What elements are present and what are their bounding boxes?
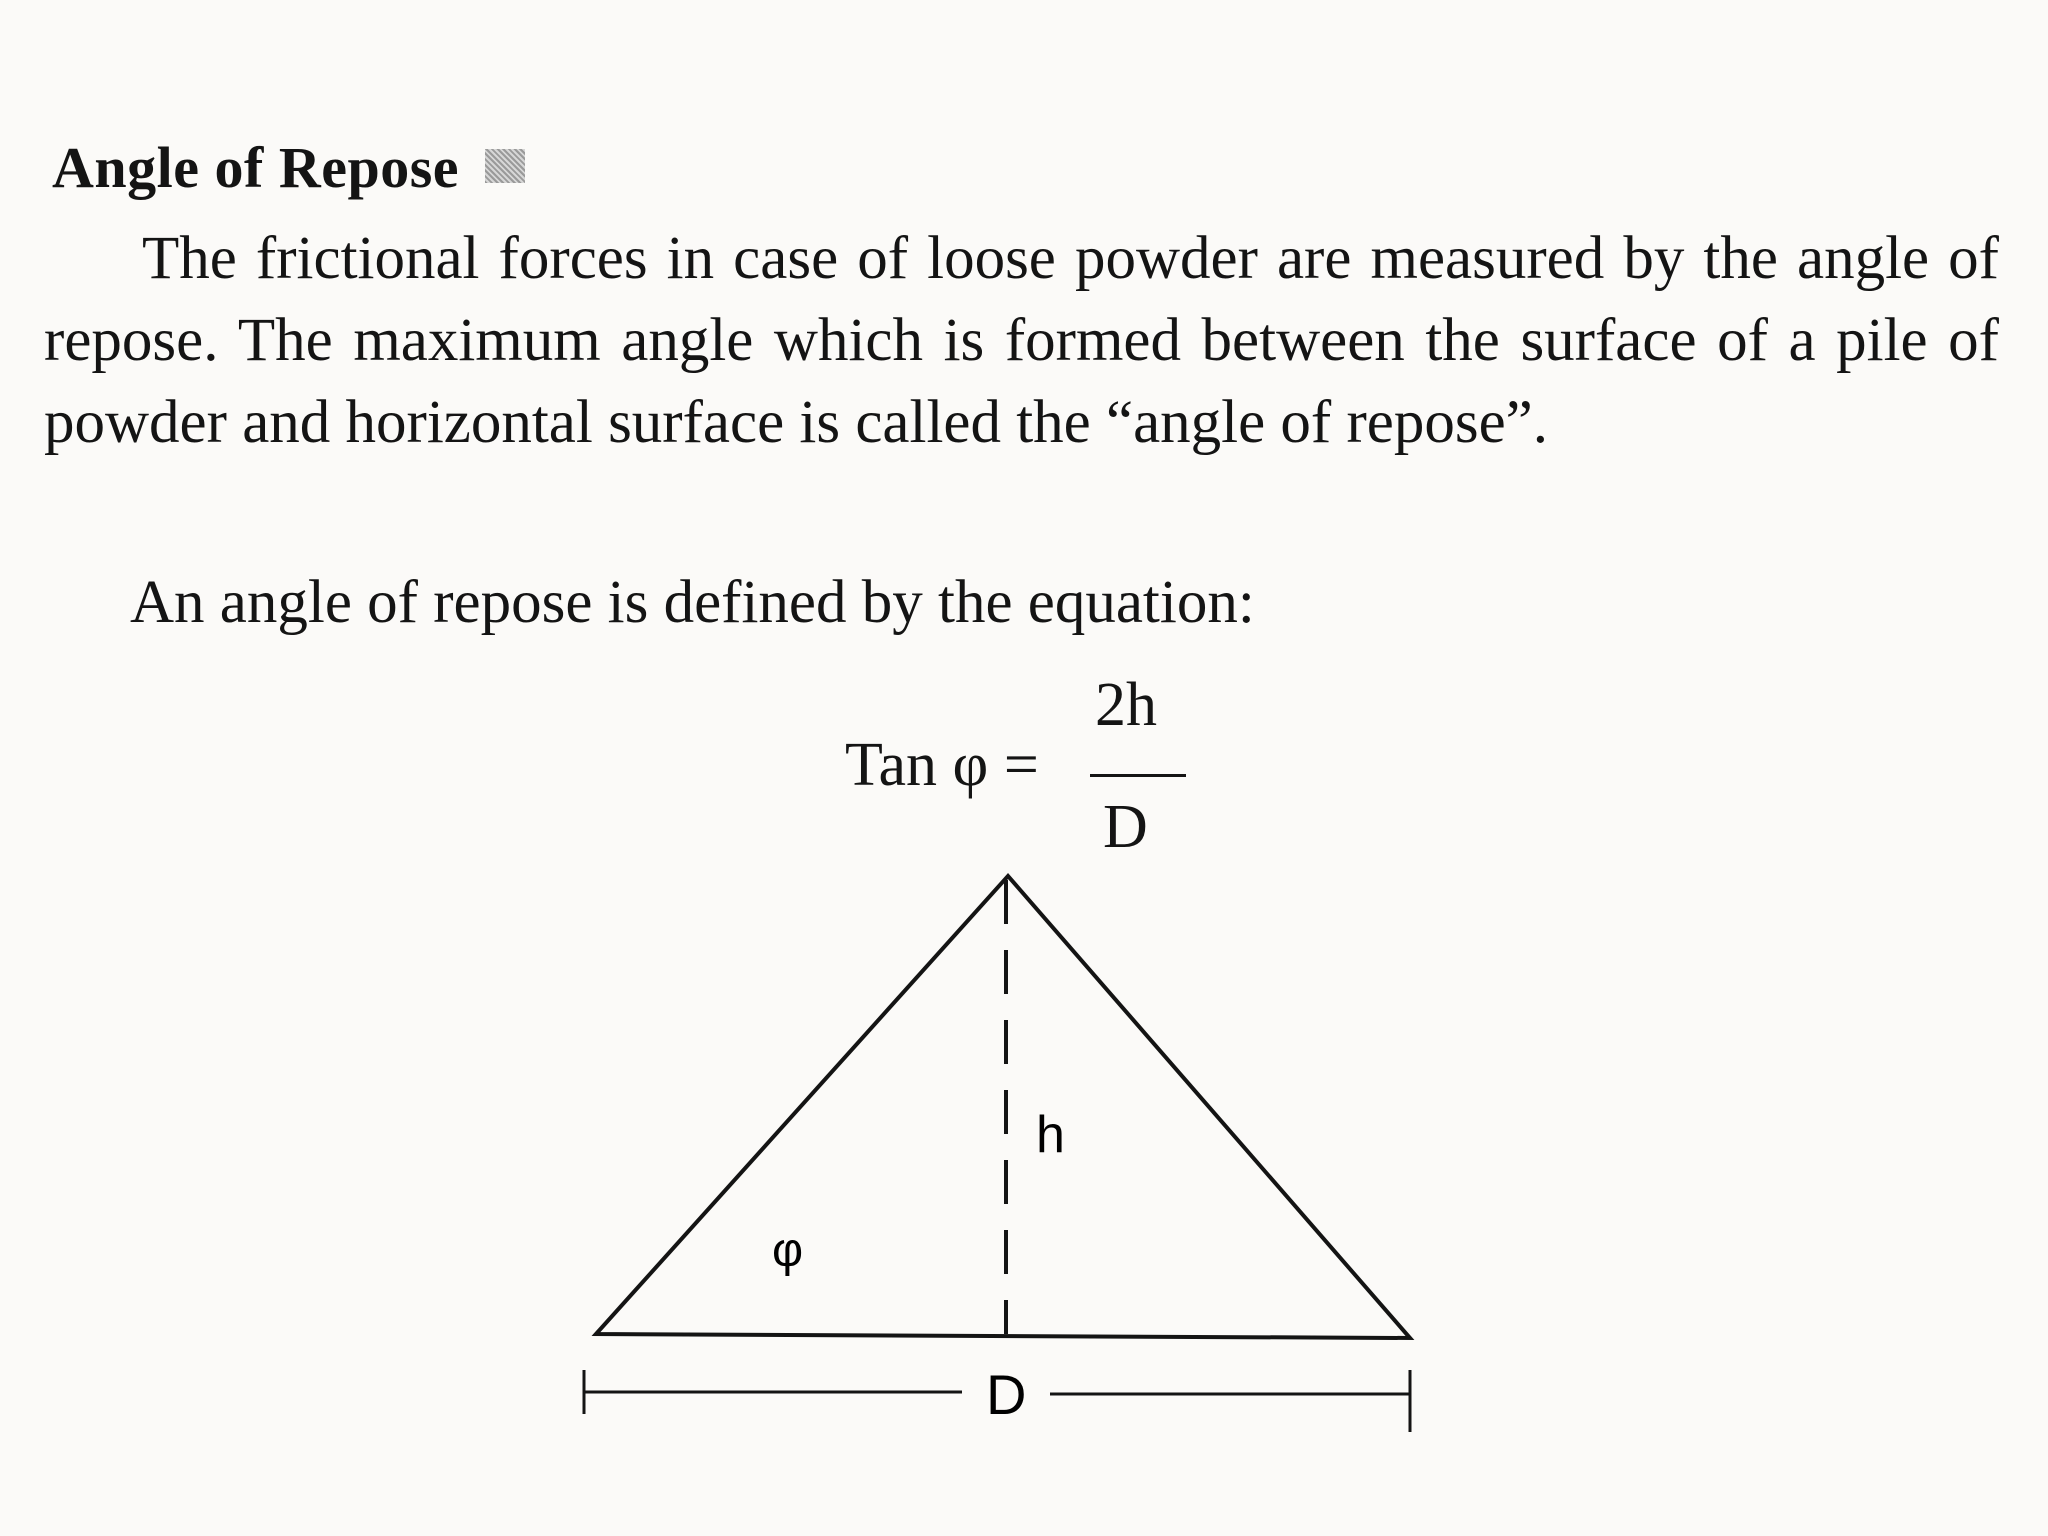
body-paragraph-1: The frictional forces in case of loose powder are measured by the angle of repose. The maximum angle which is formed between the surface of a pile of powder and horizontal surface is called the “angle of repose”. [44,225,1999,456]
body-paragraph-2: An angle of repose is defined by the equation: [130,569,1255,636]
equation-lhs: Tan φ = [845,731,1039,799]
equation-denominator: D [1103,793,1148,861]
equation-numerator: 2h [1095,671,1157,739]
angle-label: φ [772,1224,804,1277]
heading-text: Angle of Repose [52,135,460,200]
base-label: D [986,1363,1027,1426]
height-label: h [1036,1106,1065,1164]
powder-pile-triangle [596,876,1410,1338]
